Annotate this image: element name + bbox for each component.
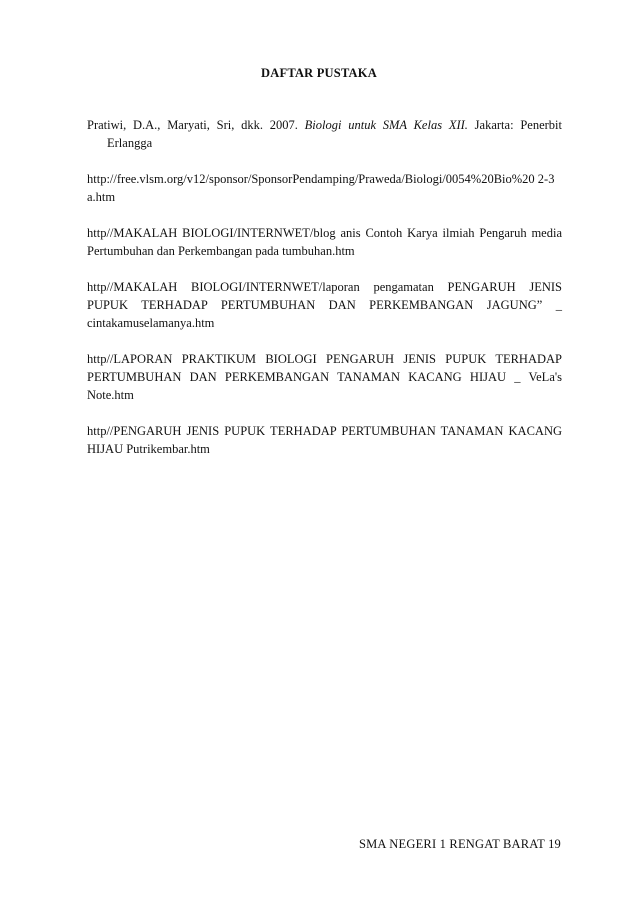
reference-item: http://free.vlsm.org/v12/sponsor/SponsorPendamping/Praweda/Biologi/0054%20Bio%20 2-3a.htm [87, 172, 555, 204]
reference-item: http//MAKALAH BIOLOGI/INTERNWET/laporan pengamatan PENGARUH JENIS PUPUK TERHADAP PERTUMBUHAN DAN PERKEMBANGAN JAGUNG” _ cintakamuselamanya.htm [87, 280, 562, 330]
reference-publisher: Jakarta: Penerbit Erlangga [107, 118, 562, 150]
page-title: DAFTAR PUSTAKA [261, 66, 377, 80]
reference-authors: Pratiwi, D.A., Maryati, Sri, dkk. 2007. [87, 118, 305, 132]
reference-list [87, 116, 562, 476]
reference-book-title: Biologi untuk SMA Kelas XII. [304, 118, 468, 132]
reference-item: http//LAPORAN PRAKTIKUM BIOLOGI PENGARUH JENIS PUPUK TERHADAP PERTUMBUHAN DAN PERKEMBANGAN TANAMAN KACANG HIJAU _ VeLa's Note.htm [87, 352, 562, 402]
reference-item: http//PENGARUH JENIS PUPUK TERHADAP PERTUMBUHAN TANAMAN KACANG HIJAU Putrikembar.htm [87, 424, 562, 456]
reference-item: http//MAKALAH BIOLOGI/INTERNWET/blog anis Contoh Karya ilmiah Pengaruh media Pertumbuhan dan Perkembangan pada tumbuhan.htm [87, 226, 562, 258]
reference-item [87, 116, 562, 152]
page-footer: SMA NEGERI 1 RENGAT BARAT 19 [358, 837, 561, 851]
